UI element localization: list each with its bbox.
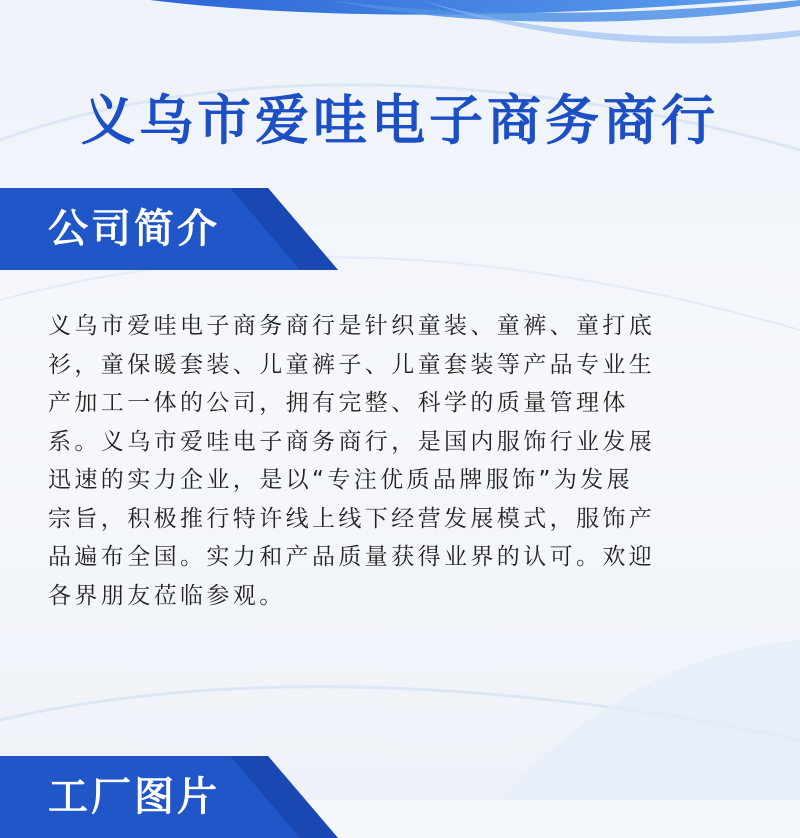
section-title-factory: 工厂图片 bbox=[48, 774, 220, 820]
intro-line: 迅速的实力企业，是以“专注优质品牌服饰”为发展 bbox=[48, 467, 634, 493]
intro-line: 衫，童保暖套装、儿童裤子、儿童套装等产品专业生 bbox=[48, 351, 656, 378]
intro-line: 宗旨，积极推行特许线上线下经营发展模式，服饰产 bbox=[48, 505, 656, 532]
company-title: 义乌市爱哇电子商务商行 bbox=[81, 89, 719, 152]
intro-line: 产加工一体的公司，拥有完整、科学的质量管理体 bbox=[48, 390, 629, 416]
section-banner-factory bbox=[0, 756, 350, 838]
intro-line: 各界朋友莅临参观。 bbox=[48, 582, 286, 609]
intro-line: 系。义乌市爱哇电子商务商行，是国内服饰行业发展 bbox=[48, 428, 656, 455]
section-title-intro: 公司简介 bbox=[48, 206, 220, 252]
company-intro-text bbox=[48, 307, 748, 615]
intro-line: 品遍布全国。实力和产品质量获得业界的认可。欢迎 bbox=[48, 544, 656, 570]
intro-line: 义乌市爱哇电子商务商行是针织童装、童裤、童打底 bbox=[48, 313, 656, 339]
section-banner-intro bbox=[0, 188, 350, 270]
